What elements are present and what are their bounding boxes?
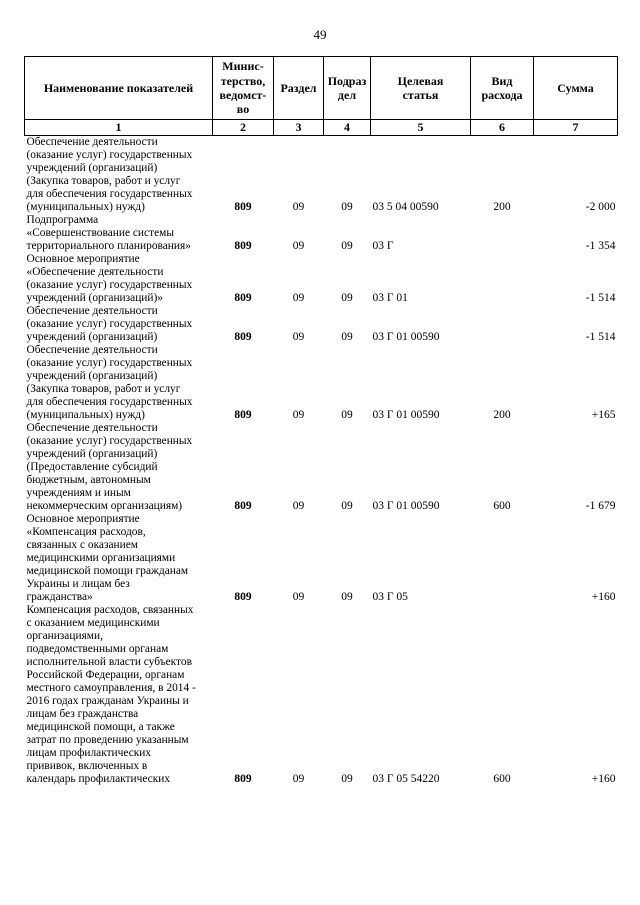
amount: -1 514: [585, 331, 616, 343]
ministry-code: 809: [234, 773, 252, 785]
indicator-name-line: (оказание услуг) государственных: [26, 357, 193, 369]
column-number: 5: [371, 120, 471, 136]
table-row: [25, 214, 618, 253]
table-row: [25, 305, 618, 344]
target-article: 03 Г 01 00590: [372, 409, 440, 421]
target-article: 03 Г: [372, 240, 394, 252]
section-code: 09: [292, 500, 305, 512]
indicator-name-line: учреждениям и иным: [26, 487, 131, 499]
indicator-name-line: Российской Федерации, органам: [26, 669, 185, 681]
ministry-code: 809: [234, 409, 252, 421]
target-article: 03 5 04 00590: [372, 201, 439, 213]
indicator-name-line: (муниципальных) нужд): [26, 201, 145, 213]
column-number: 7: [534, 120, 618, 136]
indicator-name-line: учреждений (организаций): [26, 448, 158, 460]
indicator-name-line: Обеспечение деятельности: [26, 136, 158, 148]
page-number: 49: [313, 27, 327, 42]
indicator-name-line: Основное мероприятие: [26, 513, 140, 525]
expense-type: 200: [493, 201, 511, 213]
indicator-name-line: лицам без гражданства: [26, 708, 139, 720]
amount: +165: [591, 409, 616, 421]
indicator-name-line: Украины и лицам без: [26, 578, 130, 590]
subsection-code: 09: [341, 500, 353, 512]
expense-type: 600: [493, 773, 511, 785]
section-code: 09: [292, 409, 305, 421]
indicator-name-line: затрат по проведению указанным: [26, 734, 189, 746]
amount: +160: [591, 773, 616, 785]
indicator-name-line: территориального планирования»: [26, 240, 191, 252]
ministry-code: 809: [234, 331, 252, 343]
indicator-name-line: Подпрограмма: [26, 214, 99, 226]
indicator-name-line: подведомственными органам: [26, 643, 169, 655]
section-code: 09: [292, 292, 305, 304]
indicator-name: [25, 253, 213, 305]
header-section: Раздел: [274, 57, 324, 120]
indicator-name-line: 2016 годах гражданам Украины и: [26, 695, 189, 707]
indicator-name-line: гражданства»: [26, 591, 93, 603]
indicator-name-line: «Обеспечение деятельности: [26, 266, 164, 278]
amount: -1 514: [585, 292, 616, 304]
indicator-name-line: (Предоставление субсидий: [26, 461, 158, 473]
expense-type: 600: [493, 500, 511, 512]
indicator-name-line: (Закупка товаров, работ и услуг: [26, 175, 181, 187]
indicator-name-line: прививок, включенных в: [26, 760, 148, 772]
header-subsection: Подраз дел: [324, 57, 371, 120]
header-name: Наименование показателей: [25, 57, 213, 120]
amount: -1 354: [585, 240, 616, 252]
header-target-article: Целевая статья: [371, 57, 471, 120]
subsection-code: 09: [341, 409, 353, 421]
section-code: 09: [292, 240, 305, 252]
expense-type: [471, 305, 534, 344]
subsection-code: 09: [341, 292, 353, 304]
indicator-name: [25, 604, 213, 786]
indicator-name-line: с оказанием медицинскими: [26, 617, 160, 629]
column-numbers-row: [25, 120, 618, 136]
indicator-name-line: медицинскими организациями: [26, 552, 176, 564]
column-number: 3: [274, 120, 324, 136]
indicator-name-line: (оказание услуг) государственных: [26, 318, 193, 330]
table-row: [25, 604, 618, 786]
ministry-code: 809: [234, 591, 252, 603]
table-row: [25, 136, 618, 215]
indicator-name-line: Основное мероприятие: [26, 253, 140, 265]
indicator-name-line: организациями,: [26, 630, 103, 642]
indicator-name-line: учреждений (организаций): [26, 370, 158, 382]
header-row: [25, 57, 618, 120]
ministry-code: 809: [234, 292, 252, 304]
indicator-name-line: (муниципальных) нужд): [26, 409, 145, 421]
table-row: [25, 344, 618, 422]
section-code: 09: [292, 201, 305, 213]
expense-type: [471, 214, 534, 253]
column-number: 4: [324, 120, 371, 136]
indicator-name-line: связанных с оказанием: [26, 539, 138, 551]
expense-type: [471, 513, 534, 604]
ministry-code: 809: [234, 240, 252, 252]
indicator-name-line: для обеспечения государственных: [26, 396, 193, 408]
column-number: 2: [213, 120, 274, 136]
indicator-name-line: «Компенсация расходов,: [26, 526, 146, 538]
table-row: [25, 513, 618, 604]
section-code: 09: [292, 331, 305, 343]
indicator-name-line: Обеспечение деятельности: [26, 422, 158, 434]
indicator-name-line: (Закупка товаров, работ и услуг: [26, 383, 181, 395]
section-code: 09: [292, 591, 305, 603]
amount: -2 000: [585, 201, 616, 213]
indicator-name: [25, 214, 213, 253]
indicator-name-line: (оказание услуг) государственных: [26, 279, 193, 291]
indicator-name: [25, 344, 213, 422]
header-ministry: Минис- терство, ведомст- во: [213, 57, 274, 120]
indicator-name-line: некоммерческим организациям): [26, 500, 183, 512]
target-article: 03 Г 01: [372, 292, 408, 304]
indicator-name-line: учреждений (организаций): [26, 162, 158, 174]
indicator-name-line: местного самоуправления, в 2014 -: [26, 682, 196, 694]
indicator-name: [25, 136, 213, 215]
indicator-name: [25, 422, 213, 513]
indicator-name-line: учреждений (организаций)»: [26, 292, 163, 304]
indicator-name: [25, 305, 213, 344]
target-article: 03 Г 05 54220: [372, 773, 440, 785]
table-body: [25, 136, 618, 787]
subsection-code: 09: [341, 591, 353, 603]
subsection-code: 09: [341, 240, 353, 252]
indicator-name-line: (оказание услуг) государственных: [26, 149, 193, 161]
header-expense-type: Вид расхода: [471, 57, 534, 120]
header-amount: Сумма: [534, 57, 618, 120]
indicator-name-line: медицинской помощи, а также: [26, 721, 175, 733]
indicator-name-line: (оказание услуг) государственных: [26, 435, 193, 447]
subsection-code: 09: [341, 201, 353, 213]
ministry-code: 809: [234, 500, 252, 512]
indicator-name-line: медицинской помощи гражданам: [26, 565, 189, 577]
indicator-name-line: «Совершенствование системы: [26, 227, 174, 239]
target-article: 03 Г 01 00590: [372, 500, 440, 512]
subsection-code: 09: [341, 773, 353, 785]
amount: +160: [591, 591, 616, 603]
table-row: [25, 422, 618, 513]
column-number: 1: [25, 120, 213, 136]
target-article: 03 Г 01 00590: [372, 331, 440, 343]
table-row: [25, 253, 618, 305]
indicator-name: [25, 513, 213, 604]
budget-table: [24, 56, 618, 786]
subsection-code: 09: [341, 331, 353, 343]
target-article: 03 Г 05: [372, 591, 408, 603]
indicator-name-line: бюджетным, автономным: [26, 474, 151, 486]
amount: -1 679: [585, 500, 616, 512]
ministry-code: 809: [234, 201, 252, 213]
indicator-name-line: Компенсация расходов, связанных: [26, 604, 194, 616]
indicator-name-line: для обеспечения государственных: [26, 188, 193, 200]
indicator-name-line: Обеспечение деятельности: [26, 344, 158, 356]
indicator-name-line: лицам профилактических: [26, 747, 152, 759]
section-code: 09: [292, 773, 305, 785]
indicator-name-line: исполнительной власти субъектов: [26, 656, 192, 668]
indicator-name-line: учреждений (организаций): [26, 331, 158, 343]
column-number: 6: [471, 120, 534, 136]
indicator-name-line: календарь профилактических: [26, 773, 171, 785]
expense-type: 200: [493, 409, 511, 421]
expense-type: [471, 253, 534, 305]
indicator-name-line: Обеспечение деятельности: [26, 305, 158, 317]
